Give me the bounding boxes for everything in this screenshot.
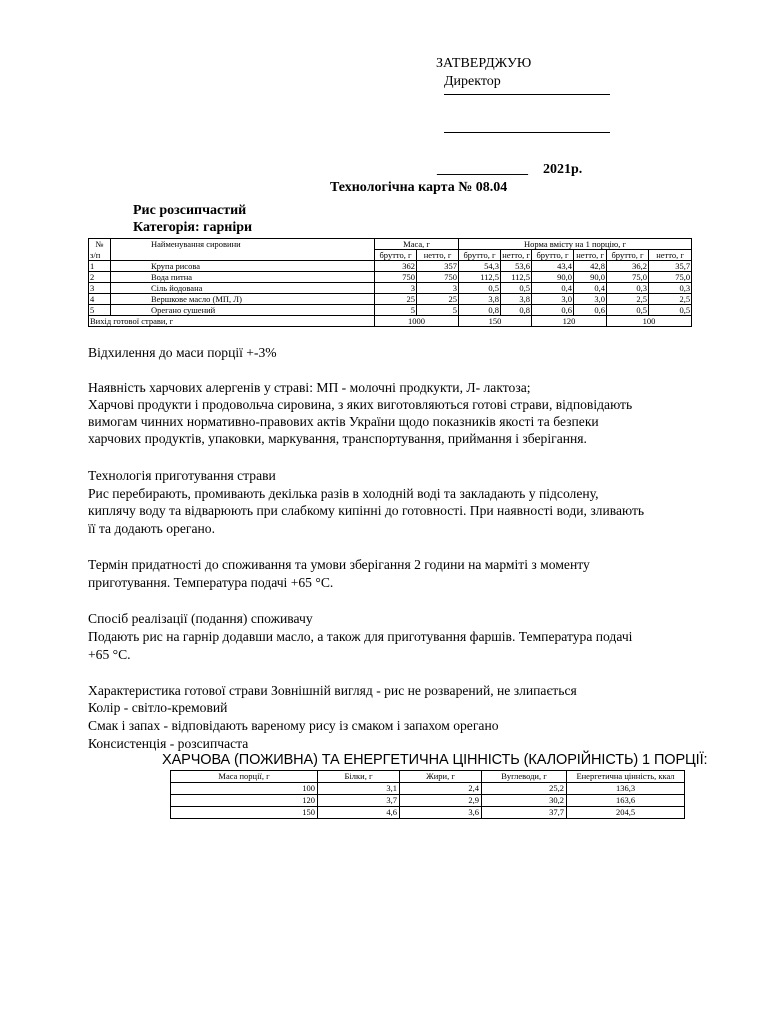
cell-value: 42,8	[574, 261, 607, 272]
characteristic-line: Смак і запах - відповідають вареному рису із смаком і запахом орегано	[88, 718, 499, 733]
characteristic-line: Колір - світло-кремовий	[88, 700, 228, 715]
cell-value: 136,3	[567, 783, 685, 795]
cell-value: 0,4	[574, 283, 607, 294]
nutrition-title: ХАРЧОВА (ПОЖИВНА) ТА ЕНЕРГЕТИЧНА ЦІННІСТЬ (КАЛОРІЙНІСТЬ) 1 ПОРЦІЇ:	[162, 752, 708, 768]
cell-value: 37,7	[482, 807, 567, 819]
card-title: Технологічна карта № 08.04	[330, 180, 508, 195]
dish-name: Рис розсипчастий	[133, 203, 247, 218]
cell-value: 3,6	[400, 807, 482, 819]
cell-value: 3	[417, 283, 459, 294]
cell-value: 0,6	[532, 305, 574, 316]
cell-value: 0,8	[459, 305, 501, 316]
serve-title: Спосіб реалізації (подання) споживачу	[88, 611, 313, 626]
cell-value: 90,0	[574, 272, 607, 283]
cell-value: 3,0	[574, 294, 607, 305]
cell-value: 357	[417, 261, 459, 272]
cell-value: 75,0	[649, 272, 692, 283]
cell-value: 0,5	[649, 305, 692, 316]
ingredient-name: Сіль йодована	[111, 283, 375, 294]
cell-value: 0,3	[607, 283, 649, 294]
table-row	[89, 305, 692, 316]
signature-line	[444, 132, 610, 133]
cell-value: 0,3	[649, 283, 692, 294]
cell-value: 25,2	[482, 783, 567, 795]
row-num: 3	[89, 283, 111, 294]
yield-value: 150	[459, 316, 532, 327]
cell-value: 120	[171, 795, 318, 807]
ingredient-name: Вода питна	[111, 272, 375, 283]
characteristic-line: Консистенція - розсипчаста	[88, 736, 249, 751]
row-num: 4	[89, 294, 111, 305]
cell-value: 362	[375, 261, 417, 272]
shelf-line: приготування. Температура подачі +65 °С.	[88, 575, 334, 590]
nutri-header: Вуглеводи, г	[482, 771, 567, 783]
nutri-header: Маса порції, г	[171, 771, 318, 783]
cell-value: 25	[417, 294, 459, 305]
yield-value: 100	[607, 316, 692, 327]
header-num-sub: з/п	[89, 250, 111, 261]
cell-value: 75,0	[607, 272, 649, 283]
nutrition-table	[170, 770, 685, 819]
cell-value: 163,6	[567, 795, 685, 807]
table-row	[89, 272, 692, 283]
header-num: №	[89, 239, 111, 250]
ingredient-name: Крупа рисова	[111, 261, 375, 272]
cell-value: 3,8	[459, 294, 501, 305]
table-row	[89, 294, 692, 305]
cell-value: 2,5	[607, 294, 649, 305]
serve-line: +65 °С.	[88, 647, 131, 662]
cell-value: 43,4	[532, 261, 574, 272]
cell-value: 112,5	[459, 272, 501, 283]
yield-row	[89, 316, 692, 327]
recipe-table	[88, 238, 692, 327]
table-row	[171, 807, 685, 819]
cell-value: 90,0	[532, 272, 574, 283]
table-subheader-row	[89, 250, 692, 261]
table-row	[89, 283, 692, 294]
cell-value: 100	[171, 783, 318, 795]
cell-value: 35,7	[649, 261, 692, 272]
table-row	[89, 261, 692, 272]
cell-value: 2,4	[400, 783, 482, 795]
deviation-text: Відхилення до маси порції +-3%	[88, 345, 277, 360]
date-blank: _____________	[437, 162, 528, 177]
cell-value: 204,5	[567, 807, 685, 819]
cell-value: 0,8	[501, 305, 532, 316]
header-name: Найменування сировини	[111, 239, 375, 250]
cell-value: 4,6	[318, 807, 400, 819]
ingredient-name: Вершкове масло (МП, Л)	[111, 294, 375, 305]
compliance-line: вимогам чинних нормативно-правових актів України щодо показників якості та безпеки	[88, 414, 599, 429]
header-gross: брутто, г	[532, 250, 574, 261]
cell-value: 53,6	[501, 261, 532, 272]
cell-value: 0,5	[459, 283, 501, 294]
cell-value: 750	[375, 272, 417, 283]
year-label: 2021р.	[543, 162, 583, 177]
shelf-line: Термін придатності до споживання та умови зберігання 2 години на марміті з моменту	[88, 557, 590, 572]
serve-line: Подають рис на гарнір додавши масло, а також для приготування фаршів. Температура подачі	[88, 629, 633, 644]
cell-value: 0,5	[607, 305, 649, 316]
ingredient-name: Орегано сушений	[111, 305, 375, 316]
tech-line: її та додають орегано.	[88, 521, 215, 536]
table-row	[171, 783, 685, 795]
row-num: 2	[89, 272, 111, 283]
cell-value: 5	[417, 305, 459, 316]
tech-line: киплячу воду та відварюють при слабкому кипінні до готовності. При наявності води, зливають	[88, 503, 645, 518]
cell-value: 0,6	[574, 305, 607, 316]
cell-value: 3,1	[318, 783, 400, 795]
nutri-header: Енергетична цінність, ккал	[567, 771, 685, 783]
compliance-line: Харчові продукти і продовольча сировина, з яких виготовляються готові страви, відповідають	[88, 397, 633, 412]
tech-title: Технологія приготування страви	[88, 468, 276, 483]
approve-label: ЗАТВЕРДЖУЮ	[436, 56, 532, 71]
cell-value: 5	[375, 305, 417, 316]
table-header-row	[171, 771, 685, 783]
cell-value: 25	[375, 294, 417, 305]
header-gross: брутто, г	[607, 250, 649, 261]
compliance-line: харчових продуктів, упаковки, маркування, транспортування, приймання і зберігання.	[88, 431, 587, 446]
cell-value: 112,5	[501, 272, 532, 283]
row-num: 5	[89, 305, 111, 316]
allergens-text: Наявність харчових алергенів у страві: МП - молочні продкукти, Л- лактоза;	[88, 380, 531, 395]
yield-label: Вихід готової страви, г	[89, 316, 375, 327]
table-header-row	[89, 239, 692, 250]
cell-value: 2,5	[649, 294, 692, 305]
cell-value: 30,2	[482, 795, 567, 807]
cell-value: 2,9	[400, 795, 482, 807]
cell-value: 750	[417, 272, 459, 283]
cell-value: 3,7	[318, 795, 400, 807]
category-label: Категорія: гарніри	[133, 220, 253, 235]
table-row	[171, 795, 685, 807]
tech-line: Рис перебирають, промивають декілька разів в холодній воді та закладають у підсолену,	[88, 486, 599, 501]
nutri-header: Жири, г	[400, 771, 482, 783]
header-gross: брутто, г	[459, 250, 501, 261]
header-net: нетто, г	[417, 250, 459, 261]
header-name-blank	[111, 250, 375, 261]
yield-value: 120	[532, 316, 607, 327]
cell-value: 54,3	[459, 261, 501, 272]
characteristic-line: Характеристика готової страви Зовнішній вигляд - рис не розварений, не злипається	[88, 683, 577, 698]
yield-value: 1000	[375, 316, 459, 327]
header-net: нетто, г	[574, 250, 607, 261]
row-num: 1	[89, 261, 111, 272]
header-gross: брутто, г	[375, 250, 417, 261]
nutri-header: Білки, г	[318, 771, 400, 783]
signature-line	[444, 94, 610, 95]
director-label: Директор	[444, 74, 501, 89]
cell-value: 0,4	[532, 283, 574, 294]
header-mass: Маса, г	[375, 239, 459, 250]
cell-value: 0,5	[501, 283, 532, 294]
cell-value: 150	[171, 807, 318, 819]
header-norm: Норма вмісту на 1 порцію, г	[459, 239, 692, 250]
header-net: нетто, г	[502, 250, 530, 260]
cell-value: 36,2	[607, 261, 649, 272]
cell-value: 3,0	[532, 294, 574, 305]
cell-value: 3,8	[501, 294, 532, 305]
cell-value: 3	[375, 283, 417, 294]
header-net: нетто, г	[649, 250, 692, 261]
